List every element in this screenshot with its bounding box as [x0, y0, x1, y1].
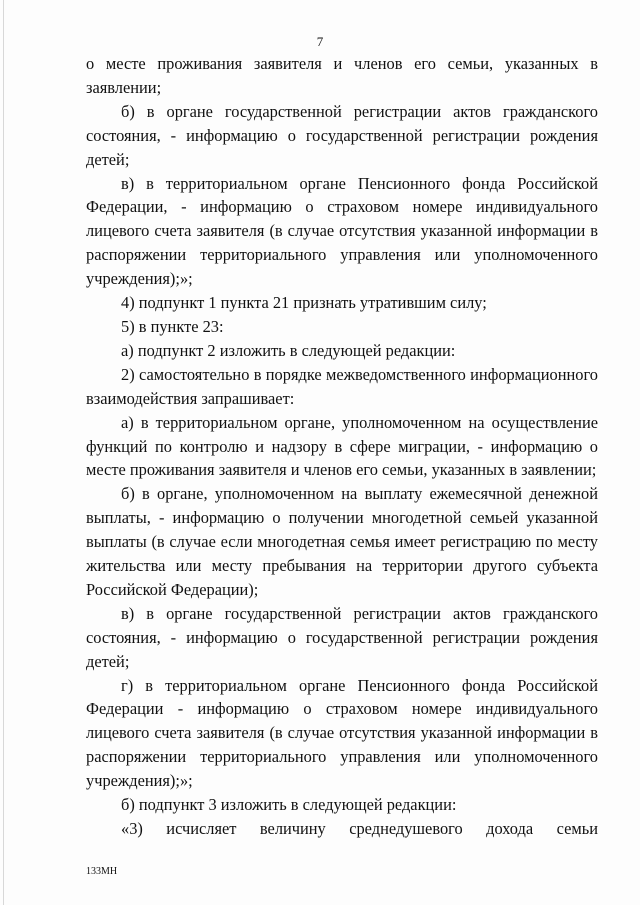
paragraph: а) подпункт 2 изложить в следующей редакции:: [121, 340, 456, 360]
word: среднедушевого: [349, 819, 463, 838]
paragraph: о месте проживания заявителя и членов его семьи, указанных в заявлении;: [86, 54, 598, 97]
paragraph: 4) подпункт 1 пункта 21 признать утратившим силу;: [121, 293, 487, 313]
page-number: 7: [316, 34, 324, 49]
paragraph: б) в органе, уполномоченном на выплату ежемесячной денежной выплаты, - информацию о получении многодетной семьей указанной выплаты (в случае если многодетная семья имеет регистрацию по месту жительства или месту пребывания на территории другого субъекта Российской Федерации);: [86, 484, 598, 599]
word: семьи: [556, 819, 598, 838]
word: дохода: [486, 819, 534, 838]
word: величину: [259, 819, 326, 838]
paragraph: в) в органе государственной регистрации актов гражданского состояния, - информацию о государственной регистрации рождения детей;: [86, 603, 598, 671]
footer-code: 133МН: [86, 866, 118, 877]
word: исчисляет: [166, 819, 237, 838]
paragraph: 2) самостоятельно в порядке межведомственного информационного взаимодействия запрашивает:: [86, 364, 598, 408]
paragraph: 5) в пункте 23:: [121, 316, 224, 336]
paragraph: а) в территориальном органе, уполномоченном на осуществление функций по контролю и надзору в сфере миграции, - информацию о месте проживания заявителя и членов его семьи, указанных в заявлении;: [86, 412, 598, 480]
scan-edge: [3, 0, 4, 905]
document-body: [86, 52, 598, 841]
paragraph: г) в территориальном органе Пенсионного фонда Российской Федерации - информацию о страховом номере индивидуального лицевого счета заявителя (в случае отсутствия указанной информации в распоряжении территориального управления или уполномоченного учреждения);»;: [86, 675, 598, 791]
paragraph-last-line: [86, 817, 598, 841]
paragraph: б) подпункт 3 изложить в следующей редакции:: [121, 795, 457, 815]
paragraph: б) в органе государственной регистрации актов гражданского состояния, - информацию о государственной регистрации рождения детей;: [86, 101, 598, 169]
paragraph: в) в территориальном органе Пенсионного фонда Российской Федерации, - информацию о страховом номере индивидуального лицевого счета заявителя (в случае отсутствия указанной информации в распоряжении территориального управления или уполномоченного учреждения);»;: [86, 173, 598, 289]
word: «3): [121, 819, 143, 838]
